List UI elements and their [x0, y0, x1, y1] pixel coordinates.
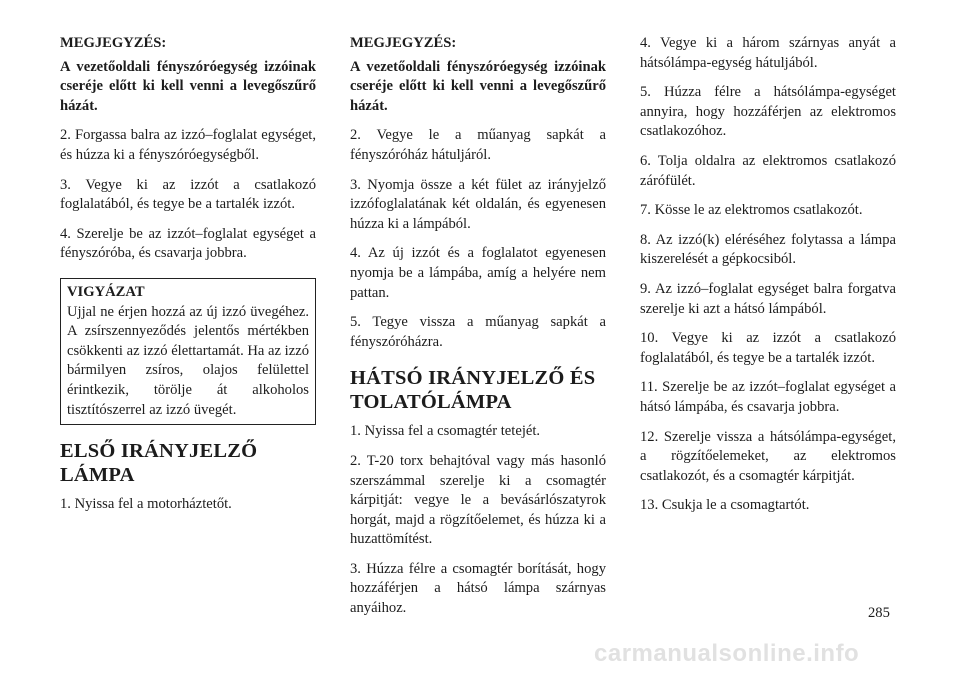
- warning-body: Ujjal ne érjen hozzá az új izzó üvegéhez. A zsírszennyeződés jelentős mértékben csökkenti az izzó élettartamát. Ha az izzó bármilyen zsíros, olajos felülettel érintkezik, törölje át alkoholos tisztítószerrel az izzó üvegét.: [67, 303, 309, 418]
- section-heading: ELSŐ IRÁNYJELZŐ LÁMPA: [60, 440, 258, 487]
- step-item: 1. Nyissa fel a motorháztetőt.: [60, 496, 232, 513]
- step-item: 2. Vegye le a műanyag sapkát a fényszóróház hátuljáról.: [350, 127, 606, 163]
- step-item: 5. Tegye vissza a műanyag sapkát a fényszóróházra.: [350, 314, 606, 350]
- step-item: 6. Tolja oldalra az elektromos csatlakozó zárófülét.: [640, 152, 896, 189]
- step-item: 3. Vegye ki az izzót a csatlakozó foglalatából, és tegye be a tartalék izzót.: [60, 176, 316, 213]
- step-item: 4. Vegye ki a három szárnyas anyát a hátsólámpa-egység hátuljából.: [640, 35, 896, 71]
- step-item: 4. Szerelje be az izzót–foglalat egységet a fényszóróba, és csavarja jobbra.: [60, 225, 316, 262]
- step-item: 12. Szerelje vissza a hátsólámpa-egységet, a rögzítőelemeket, az elektromos csatlakozót, és a csomagtér kárpitját.: [640, 428, 896, 484]
- step-item: 9. Az izzó–foglalat egységet balra forgatva szerelje ki azt a hátsó lámpából.: [640, 280, 896, 317]
- note-body: A vezetőoldali fényszóróegység izzóinak cseréje előtt ki kell venni a levegőszűrő házát.: [60, 58, 316, 114]
- note-title: MEGJEGYZÉS:: [350, 35, 457, 51]
- step-item: 7. Kösse le az elektromos csatlakozót.: [640, 202, 863, 219]
- step-item: 13. Csukja le a csomagtartót.: [640, 497, 810, 514]
- warning-box: [60, 278, 316, 425]
- step-item: 4. Az új izzót és a foglalatot egyenesen nyomja be a lámpába, amíg a helyére nem pattan.: [350, 245, 606, 301]
- watermark: carmanualsonline.info: [594, 640, 860, 667]
- warning-title: VIGYÁZAT: [67, 283, 145, 300]
- step-item: 3. Nyomja össze a két fület az irányjelző izzófoglalatának két oldalán, és egyenesen húzza ki a lámpából.: [350, 176, 606, 232]
- column-right: [640, 34, 896, 526]
- step-item: 5. Húzza félre a hátsólámpa-egységet annyira, hogy hozzáférjen az elektromos csatlakozóhoz.: [640, 84, 896, 140]
- note-body: A vezetőoldali fényszóróegység izzóinak cseréje előtt ki kell venni a levegőszűrő házát.: [350, 58, 606, 114]
- column-left: [60, 34, 316, 525]
- section-heading: HÁTSÓ IRÁNYJELZŐ ÉS TOLATÓLÁMPA: [350, 367, 596, 414]
- step-item: 2. Forgassa balra az izzó–foglalat egységet, és húzza ki a fényszóróegységből.: [60, 127, 316, 163]
- step-item: 3. Húzza félre a csomagtér borítását, hogy hozzáférjen a hátsó lámpa szárnyas anyáihoz.: [350, 560, 606, 617]
- step-item: 8. Az izzó(k) eléréséhez folytassa a lámpa kiszerelését a gépkocsiból.: [640, 231, 896, 268]
- note-title: MEGJEGYZÉS:: [60, 35, 167, 51]
- step-item: 11. Szerelje be az izzót–foglalat egységet a hátsó lámpába, és csavarja jobbra.: [640, 379, 896, 415]
- step-item: 10. Vegye ki az izzót a csatlakozó foglalatából, és tegye be a tartalék izzót.: [640, 330, 896, 366]
- column-middle: [350, 34, 606, 629]
- page-number: 285: [868, 605, 890, 621]
- step-item: 1. Nyissa fel a csomagtér tetejét.: [350, 423, 541, 440]
- step-item: 2. T-20 torx behajtóval vagy más hasonló szerszámmal szerelje ki a csomagtér kárpitját: vegye le a bevásárlószatyrok horgát, majd a rögzítőelemet, és húzza ki a huzattömítést.: [350, 452, 606, 548]
